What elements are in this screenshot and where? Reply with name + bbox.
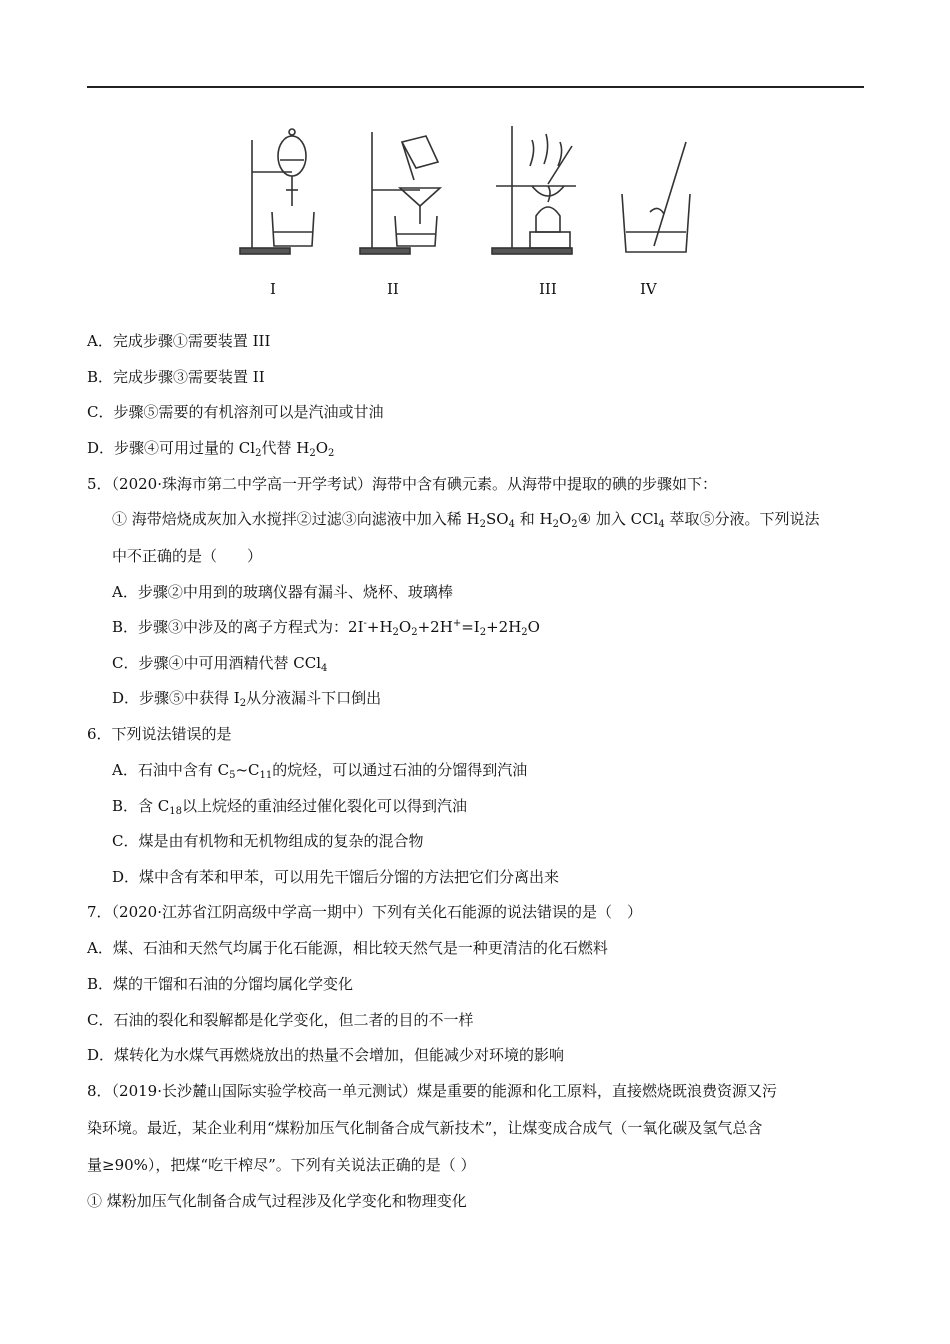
apparatus-ii-filtration <box>360 132 440 254</box>
header-rule <box>87 86 864 88</box>
figure-label-iii: III <box>539 280 557 298</box>
q7-stem: 7．（2020·江苏省江阴高级中学高一期中）下列有关化石能源的说法错误的是（ ） <box>87 903 642 921</box>
q5-steps: ① 海带焙烧成灰加入水搅拌②过滤③向滤液中加入稀 $H_2SO_4$ 和 $H_2O_2④$ 加入 CCl$_4$ 萃取⑤分液。下列说法 <box>112 510 820 530</box>
apparatus-iii-evaporation <box>492 126 576 254</box>
figure-label-iv: IV <box>640 280 657 298</box>
q6-option-d: D．煤中含有苯和甲苯，可以用先干馏后分馏的方法把它们分离出来 <box>112 868 560 886</box>
q4-option-a: A．完成步骤①需要装置 III <box>87 332 271 350</box>
q6-option-b: B．含 $C_{18}$以上烷烃的重油经过催化裂化可以得到汽油 <box>112 797 468 817</box>
q5-option-a: A．步骤②中用到的玻璃仪器有漏斗、烧杯、玻璃棒 <box>112 583 453 601</box>
q7-option-d: D．煤转化为水煤气再燃烧放出的热量不会增加，但能减少对环境的影响 <box>87 1046 565 1064</box>
q8-item-1: ① 煤粉加压气化制备合成气过程涉及化学变化和物理变化 <box>87 1192 467 1210</box>
q6-stem: 6．下列说法错误的是 <box>87 725 232 743</box>
q5-stem: 5．（2020·珠海市第二中学高一开学考试）海带中含有碘元素。从海带中提取的碘的步骤如下： <box>87 475 717 493</box>
q4-option-c: C．步骤⑤需要的有机溶剂可以是汽油或甘油 <box>87 403 384 421</box>
q7-option-c: C．石油的裂化和裂解都是化学变化，但二者的目的不一样 <box>87 1011 474 1029</box>
q5-option-c: C．步骤④中可用酒精代替 CCl$_4$ <box>112 654 328 674</box>
q7-option-a: A．煤、石油和天然气均属于化石能源，相比较天然气是一种更清洁的化石燃料 <box>87 939 608 957</box>
apparatus-iv-stirring <box>622 142 690 252</box>
q8-stem-line-2: 染环境。最近，某企业利用“煤粉加压气化制备合成气新技术”，让煤变成合成气（一氧化碳及氢气总含 <box>87 1119 763 1137</box>
apparatus-drawing <box>230 120 700 270</box>
q5-option-d: D．步骤⑤中获得 $I_2$从分液漏斗下口倒出 <box>112 689 382 709</box>
q5-option-b: B．步骤③中涉及的离子方程式为：$2I^-+H_2O_2+2H^+=I_2+2H_2O$ <box>112 618 540 638</box>
q7-option-b: B．煤的干馏和石油的分馏均属化学变化 <box>87 975 354 993</box>
q4-option-b: B．完成步骤③需要装置 II <box>87 368 265 386</box>
q8-stem-line-1: 8．（2019·长沙麓山国际实验学校高一单元测试）煤是重要的能源和化工原料，直接燃烧既浪费资源又污 <box>87 1082 777 1100</box>
figure-label-i: I <box>270 280 276 298</box>
q6-option-a: A．石油中含有 $C_5\sim C_{11}$的烷烃，可以通过石油的分馏得到汽油 <box>112 761 528 781</box>
figure-label-ii: II <box>387 280 399 298</box>
q8-stem-line-3: 量≥90%），把煤“吃干榨尽”。下列有关说法正确的是（ ） <box>87 1156 476 1174</box>
q5-stem-cont: 中不正确的是（ ） <box>112 547 263 565</box>
q6-option-c: C．煤是由有机物和无机物组成的复杂的混合物 <box>112 832 424 850</box>
apparatus-i-separatory-funnel <box>240 129 314 254</box>
apparatus-figure <box>230 120 700 305</box>
q4-option-d: D．步骤④可用过量的 $Cl_2$代替 $H_2O_2$ <box>87 439 335 459</box>
